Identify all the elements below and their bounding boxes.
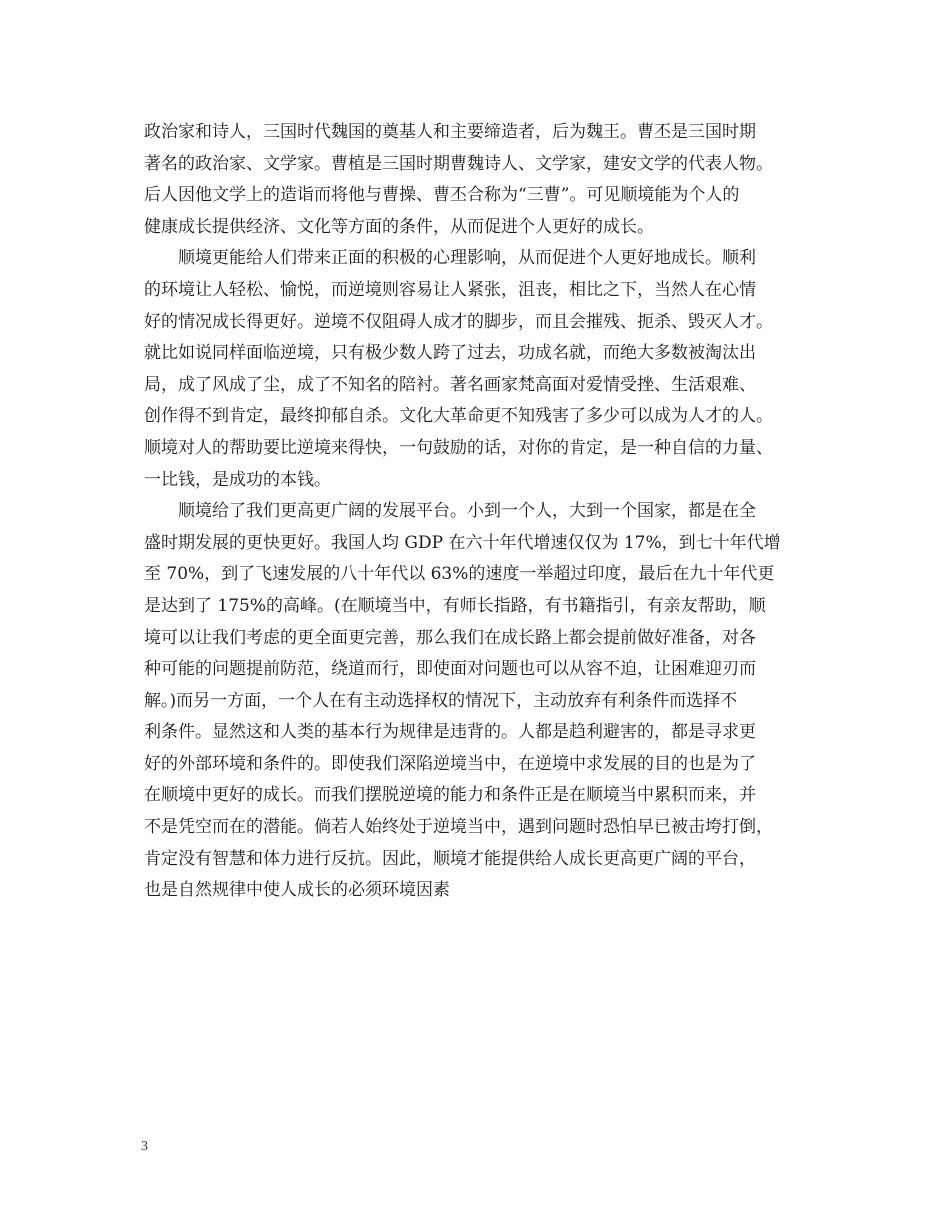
text-line: 就比如说同样面临逆境，只有极少数人跨了过去，功成名就，而绝大多数被淘汰出 [144, 343, 756, 364]
text-line: 解。)而另一方面，一个人在有主动选择权的情况下，主动放弃有利条件而选择不 [144, 690, 738, 711]
paragraph-start-line: 顺境更能给人们带来正面的积极的心理影响，从而促进个人更好地成长。顺利 [178, 248, 756, 269]
text-line: 后人因他文学上的造诣而将他与曹操、曹丕合称为“三曹”。可见顺境能为个人的 [144, 185, 740, 206]
text-line: 至 70%，到了飞速发展的八十年代以 63%的速度一举超过印度，最后在九十年代更 [144, 564, 775, 585]
text-line: 在顺境中更好的成长。而我们摆脱逆境的能力和条件正是在顺境当中累积而来，并 [144, 785, 756, 806]
paragraph-start-line: 顺境给了我们更高更广阔的发展平台。小到一个人，大到一个国家，都是在全 [178, 501, 756, 522]
text-line: 健康成长提供经济、文化等方面的条件，从而促进个人更好的成长。 [144, 216, 654, 237]
text-line: 著名的政治家、文学家。曹植是三国时期曹魏诗人、文学家，建安文学的代表人物。 [144, 153, 773, 174]
text-line: 的环境让人轻松、愉悦，而逆境则容易让人紧张，沮丧，相比之下，当然人在心情 [144, 279, 756, 300]
text-line: 政治家和诗人，三国时代魏国的奠基人和主要缔造者，后为魏王。曹丕是三国时期 [144, 122, 756, 142]
text-line: 盛时期发展的更快更好。我国人均 GDP 在六十年代增速仅仅为 17%，到七十年代增 [144, 532, 781, 553]
text-line: 利条件。显然这和人类的基本行为规律是违背的。人都是趋利避害的，都是寻求更 [144, 722, 756, 743]
text-line: 种可能的问题提前防范，绕道而行，即使面对问题也可以从容不迫，让困难迎刃而 [144, 659, 756, 680]
text-line: 境可以让我们考虑的更全面更完善，那么我们在成长路上都会提前做好准备，对各 [144, 627, 756, 648]
text-line: 好的外部环境和条件的。即使我们深陷逆境当中，在逆境中求发展的目的也是为了 [144, 753, 756, 774]
body-text [144, 117, 824, 907]
text-line: 不是凭空而在的潜能。倘若人始终处于逆境当中，遇到问题时恐怕早已被击垮打倒， [144, 817, 773, 838]
text-line: 局，成了风成了尘，成了不知名的陪衬。著名画家梵高面对爱情受挫、生活艰难、 [144, 374, 756, 395]
text-line: 顺境对人的帮助要比逆境来得快，一句鼓励的话，对你的肯定，是一种自信的力量、 [144, 437, 773, 458]
text-line: 肯定没有智慧和体力进行反抗。因此，顺境才能提供给人成长更高更广阔的平台， [144, 848, 756, 869]
text-line: 创作得不到肯定，最终抑郁自杀。文化大革命更不知残害了多少可以成为人才的人。 [144, 406, 773, 427]
page-number: 3 [141, 1139, 148, 1154]
text-line: 也是自然规律中使人成长的必须环境因素 [144, 880, 450, 901]
text-line: 一比钱，是成功的本钱。 [144, 469, 331, 490]
text-line: 是达到了 175%的高峰。(在顺境当中，有师长指路，有书籍指引，有亲友帮助，顺 [144, 595, 766, 616]
text-line: 好的情况成长得更好。逆境不仅阻碍人成才的脚步，而且会摧残、扼杀、毁灭人才。 [144, 311, 773, 332]
